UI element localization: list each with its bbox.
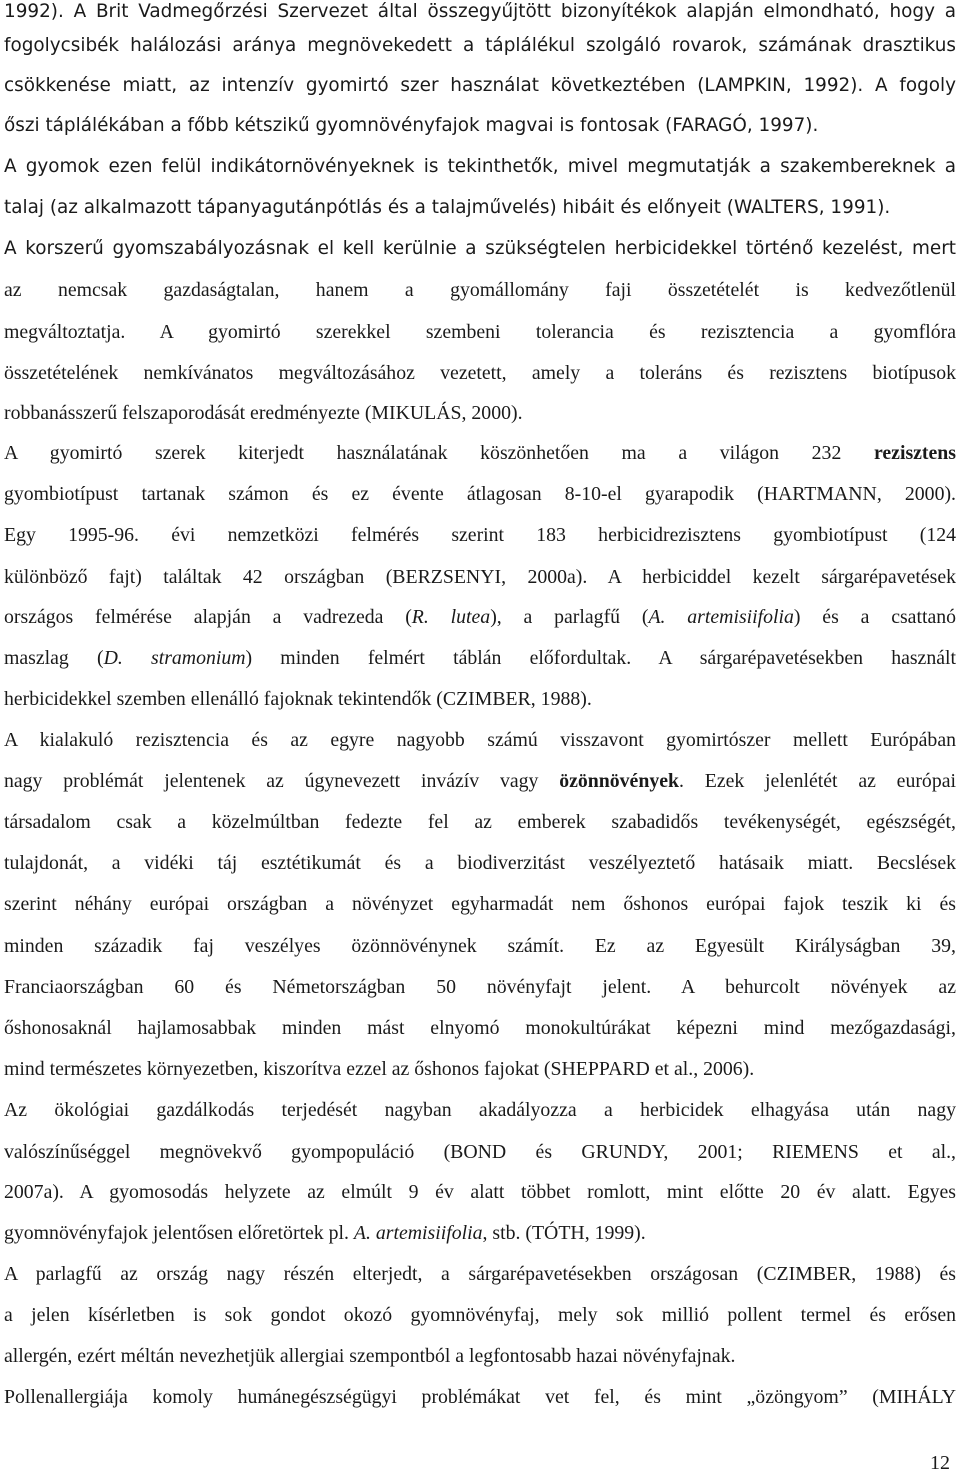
text-run: Az ökológiai gazdálkodás terjedését nagyban akadályozza a herbicidek elhagyása után nagy [4,1099,956,1121]
text-line [4,934,956,958]
bold-term: rezisztens [873,442,956,464]
text-line [4,810,956,834]
text-line [4,646,956,670]
text-run: A kialakuló rezisztencia és az egyre nagyobb számú visszavont gyomirtószer mellett Európában [4,729,956,751]
text-line [4,114,956,138]
text-line [4,1303,956,1327]
text-run: különböző fajt) találtak 42 országban (BERZSENYI, 2000a). A herbiciddel kezelt sárgarépavetések [4,566,956,588]
text-line [4,892,956,916]
text-run: megváltoztatja. A gyomirtó szerekkel szembeni tolerancia és rezisztencia a gyomflóra [4,321,956,343]
text-line [4,1057,956,1081]
text-run: csökkenése miatt, az intenzív gyomirtó szer használat következtében (LAMPKIN, 1992). A fogoly [4,75,956,96]
text-line [4,1344,956,1368]
text-line [4,851,956,875]
text-run: összetételének nemkívánatos megváltozásához vezetett, amely a toleráns és rezisztens biotípusok [4,362,956,384]
text-line [4,687,956,711]
text-run: ) és a csattanó [793,606,957,628]
text-run: gyombiotípust tartanak számon és ez évente átlagosan 8-10-el gyarapodik (HARTMANN, 2000). [4,483,956,505]
text-run: társadalom csak a közelmúltban fedezte fel az emberek szabadidős tevékenységét, egészségét, [4,811,956,833]
text-run: nagy problémát jelentenek az úgynevezett invázív vagy [4,770,560,792]
text-line [4,278,956,302]
text-run: mind természetes környezetben, kiszorítva ezzel az őshonos fajokat (SHEPPARD et al., 2006). [4,1058,755,1080]
text-run: allergén, ezért méltán nevezhetjük allergiai szempontból a legfontosabb hazai növényfajnak. [4,1345,736,1367]
text-line [4,237,956,261]
text-run: Egy 1995-96. évi nemzetközi felmérés szerint 183 herbicidrezisztens gyombiotípust (124 [4,524,956,546]
italic-term: R. lutea [411,606,491,628]
text-line [4,34,956,58]
text-line [4,1385,956,1409]
text-line [4,1016,956,1040]
text-line [4,728,956,752]
text-run: szerint néhány európai országban a növényzet egyharmadát nem őshonos európai fajok teszik ki és [4,893,956,915]
text-run: , stb. (TÓTH, 1999). [482,1222,646,1244]
text-run: A parlagfű az ország nagy részén elterjedt, a sárgarépavetésekben országosan (CZIMBER, 1988) és [4,1263,956,1285]
text-run: A gyomirtó szerek kiterjedt használatának köszönhetően ma a világon 232 [4,442,874,464]
text-run: . Ezek jelenlétét az európai [679,770,956,792]
text-line [4,565,956,589]
text-line [4,441,956,465]
page-number: 12 [930,1452,950,1474]
italic-term: D. stramonium [103,647,246,669]
text-line [4,482,956,506]
text-run: országos felmérése alapján a vadrezeda ( [4,606,412,628]
text-run: 1992). A Brit Vadmegőrzési Szervezet által összegyűjtött bizonyítékok alapján elmondható, hogy a [4,1,956,22]
text-line [4,361,956,385]
text-run: ), a parlagfű ( [490,606,649,628]
text-run: 2007a). A gyomosodás helyzete az elmúlt 9 év alatt többet romlott, mint előtte 20 év alatt. Egyes [4,1181,956,1203]
text-line [4,1221,956,1245]
text-run: maszlag ( [4,647,104,669]
text-run: az nemcsak gazdaságtalan, hanem a gyomállomány faji összetételét is kedvezőtlenül [4,279,956,301]
text-run: gyomnövényfajok jelentősen előretörtek pl. [4,1222,354,1244]
text-line [4,975,956,999]
text-line [4,769,956,793]
text-run: őszi táplálékában a főbb kétszikű gyomnövényfajok magvai is fontosak (FARAGÓ, 1997). [4,115,819,136]
text-run: talaj (az alkalmazott tápanyagutánpótlás és a talajművelés) hibáit és előnyeit (WALTERS, 1991). [4,197,891,218]
text-line [4,1262,956,1286]
text-line [4,320,956,344]
text-line [4,1098,956,1122]
text-run: robbanásszerű felszaporodását eredményezte (MIKULÁS, 2000). [4,402,523,424]
text-run: Franciaországban 60 és Németországban 50 növényfajt jelent. A behurcolt növények az [4,976,956,998]
text-line [4,605,956,629]
text-line [4,1180,956,1204]
text-run: minden századik faj veszélyes özönnövénynek számít. Ez az Egyesült Királyságban 39, [4,935,956,957]
text-run: tulajdonát, a vidéki táj esztétikumát és a biodiverzitást veszélyeztető hatásaik miatt. Becslések [4,852,956,874]
text-run: a jelen kísérletben is sok gondot okozó gyomnövényfaj, mely sok millió pollent termel és erősen [4,1304,956,1326]
text-line [4,155,956,179]
text-run: A korszerű gyomszabályozásnak el kell kerülnie a szükségtelen herbicidekkel történő kezelést, mert [4,238,956,259]
text-run: herbicidekkel szemben ellenálló fajoknak tekintendők (CZIMBER, 1988). [4,688,592,710]
text-line [4,0,956,24]
text-run: ) minden felmért táblán előfordultak. A sárgarépavetésekben használt [245,647,957,669]
bold-term: özönnövények [559,770,680,792]
text-run: A gyomok ezen felül indikátornövényeknek is tekinthetők, mivel megmutatják a szakembereknek a [4,156,956,177]
text-line [4,196,956,220]
text-line [4,74,956,98]
text-line [4,523,956,547]
text-run: Pollenallergiája komoly humánegészségügyi problémákat vet fel, és mint „özöngyom” (MIHÁLY [4,1386,956,1408]
text-line [4,1140,956,1164]
italic-term: A. artemisiifolia [353,1222,483,1244]
text-run: fogolycsibék halálozási aránya megnövekedett a táplálékul szolgáló rovarok, számának drasztikus [4,35,956,56]
text-line [4,401,956,425]
italic-term: A. artemisiifolia [648,606,794,628]
text-run: őshonosaknál hajlamosabbak minden mást elnyomó monokultúrákat képezni mind mezőgazdasági, [4,1017,956,1039]
text-run: valószínűséggel megnövekvő gyompopuláció (BOND és GRUNDY, 2001; RIEMENS et al., [4,1141,956,1163]
